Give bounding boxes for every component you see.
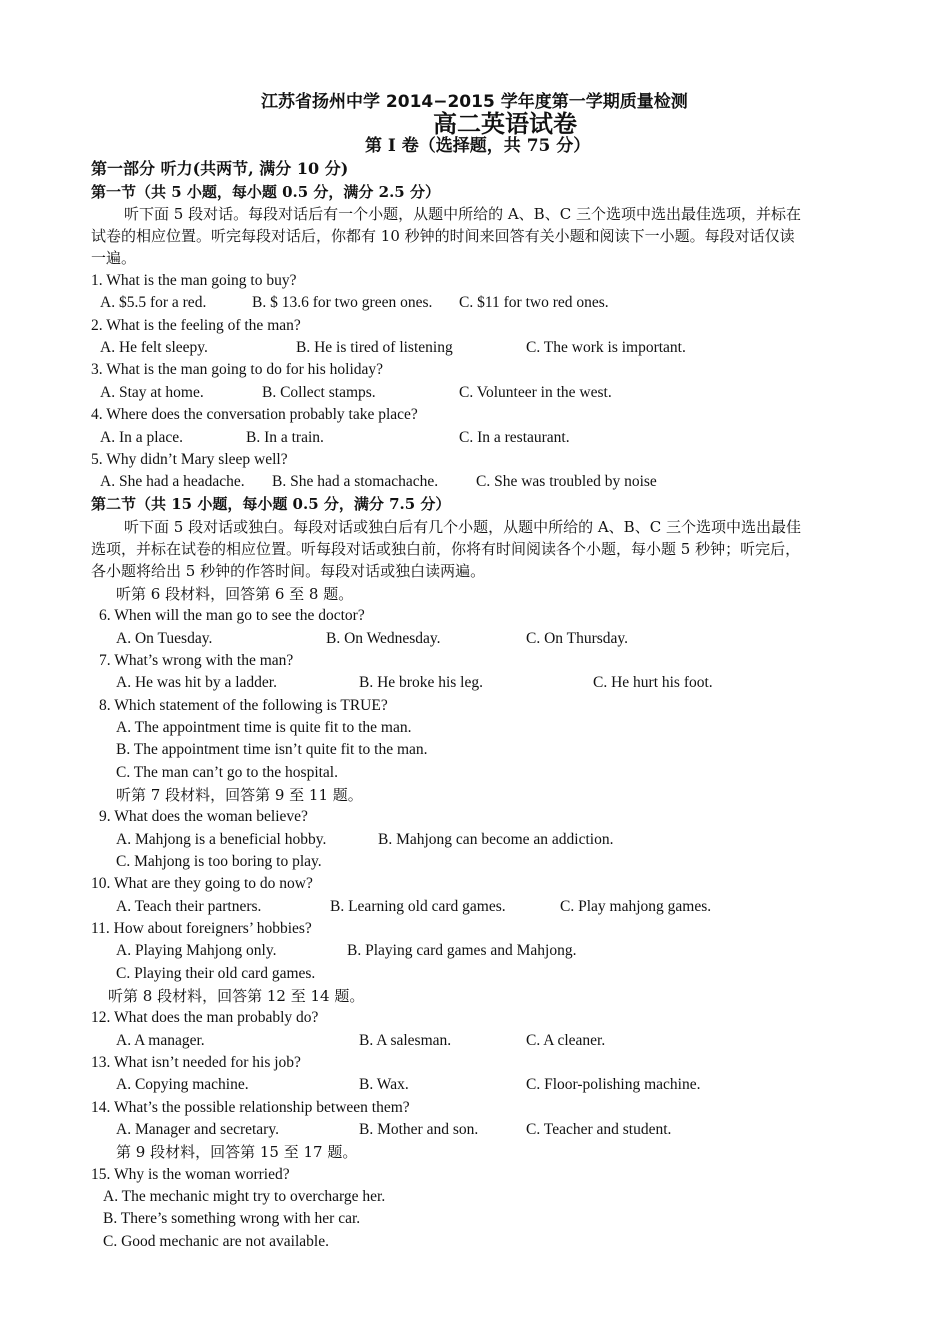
option-c: C. Floor-polishing machine. [526, 1076, 701, 1093]
option-a: A. Manager and secretary. [116, 1121, 279, 1138]
volume-heading: 第 I 卷（选择题，共 75 分） [365, 136, 591, 156]
option-b: B. The appointment time isn’t quite fit to the man. [116, 741, 428, 758]
section2-instruction-line: 选项，并标在试卷的相应位置。听每段对话或独白前，你将有时间阅读各个小题，每小题 5 秒钟；听完后， [91, 540, 801, 558]
option-b: B. Learning old card games. [330, 898, 506, 915]
option-b: B. In a train. [246, 429, 324, 446]
option-b: B. She had a stomachache. [272, 473, 439, 490]
material-note: 听第 8 段材料，回答第 12 至 14 题。 [108, 987, 365, 1005]
option-c: C. On Thursday. [526, 630, 629, 647]
option-a: A. A manager. [116, 1032, 205, 1049]
option-b: B. He broke his leg. [359, 674, 483, 691]
question-stem: 1. What is the man going to buy? [91, 272, 297, 289]
question-stem: 13. What isn’t needed for his job? [91, 1054, 301, 1071]
option-c: C. In a restaurant. [459, 429, 570, 446]
question-stem: 12. What does the man probably do? [91, 1009, 319, 1026]
option-b: B. Playing card games and Mahjong. [347, 942, 577, 959]
option-c: C. Teacher and student. [526, 1121, 672, 1138]
option-a: A. $5.5 for a red. [100, 294, 207, 311]
question-stem: 10. What are they going to do now? [91, 875, 313, 892]
option-a: A. On Tuesday. [116, 630, 213, 647]
option-a: A. The appointment time is quite fit to the man. [116, 719, 412, 736]
section2-instruction-line: 听下面 5 段对话或独白。每段对话或独白后有几个小题，从题中所给的 A、B、C 三个选项中选出最佳 [124, 518, 801, 536]
question-stem: 3. What is the man going to do for his holiday? [91, 361, 384, 378]
option-c: C. Volunteer in the west. [459, 384, 612, 401]
option-a: A. Teach their partners. [116, 898, 262, 915]
section2-heading: 第二节（共 15 小题，每小题 0.5 分，满分 7.5 分） [91, 495, 451, 513]
option-c: C. Playing their old card games. [116, 965, 316, 982]
option-b: B. $ 13.6 for two green ones. [252, 294, 433, 311]
option-b: B. There’s something wrong with her car. [103, 1210, 361, 1227]
option-c: C. A cleaner. [526, 1032, 606, 1049]
option-a: A. She had a headache. [100, 473, 245, 490]
option-a: A. He was hit by a ladder. [116, 674, 277, 691]
part1-heading: 第一部分 听力(共两节, 满分 10 分) [91, 159, 349, 178]
material-note: 第 9 段材料，回答第 15 至 17 题。 [116, 1143, 358, 1161]
question-stem: 15. Why is the woman worried? [91, 1166, 290, 1183]
section1-instruction-line: 听下面 5 段对话。每段对话后有一个小题，从题中所给的 A、B、C 三个选项中选出最佳选项，并标在 [124, 205, 801, 223]
option-c: C. The work is important. [526, 339, 686, 356]
exam-title: 高二英语试卷 [433, 110, 577, 138]
option-a: A. The mechanic might try to overcharge her. [103, 1188, 386, 1205]
option-b: B. A salesman. [359, 1032, 452, 1049]
option-a: A. Copying machine. [116, 1076, 249, 1093]
option-c: C. The man can’t go to the hospital. [116, 764, 338, 781]
option-a: A. Stay at home. [100, 384, 204, 401]
option-a: A. Playing Mahjong only. [116, 942, 277, 959]
question-stem: 4. Where does the conversation probably take place? [91, 406, 418, 423]
school-line: 江苏省扬州中学 2014−2015 学年度第一学期质量检测 [261, 92, 688, 112]
question-stem: 2. What is the feeling of the man? [91, 317, 301, 334]
option-c: C. Mahjong is too boring to play. [116, 853, 322, 870]
option-b: B. Wax. [359, 1076, 409, 1093]
option-b: B. Mahjong can become an addiction. [378, 831, 614, 848]
question-stem: 8. Which statement of the following is TRUE? [99, 697, 388, 714]
option-a: A. Mahjong is a beneficial hobby. [116, 831, 327, 848]
question-stem: 11. How about foreigners’ hobbies? [91, 920, 312, 937]
section2-instruction-line: 各小题将给出 5 秒钟的作答时间。每段对话或独白读两遍。 [91, 562, 486, 580]
question-stem: 14. What’s the possible relationship between them? [91, 1099, 410, 1116]
section1-heading: 第一节（共 5 小题，每小题 0.5 分，满分 2.5 分） [91, 183, 440, 201]
option-b: B. Collect stamps. [262, 384, 376, 401]
option-a: A. In a place. [100, 429, 184, 446]
option-c: C. $11 for two red ones. [459, 294, 609, 311]
question-stem: 6. When will the man go to see the doctor? [99, 607, 365, 624]
option-b: B. Mother and son. [359, 1121, 479, 1138]
option-c: C. He hurt his foot. [593, 674, 713, 691]
option-c: C. Play mahjong games. [560, 898, 712, 915]
option-a: A. He felt sleepy. [100, 339, 208, 356]
question-stem: 9. What does the woman believe? [99, 808, 308, 825]
option-b: B. On Wednesday. [326, 630, 441, 647]
option-c: C. Good mechanic are not available. [103, 1233, 329, 1250]
material-note: 听第 7 段材料，回答第 9 至 11 题。 [116, 786, 363, 804]
option-c: C. She was troubled by noise [476, 473, 657, 490]
material-note: 听第 6 段材料，回答第 6 至 8 题。 [116, 585, 354, 603]
question-stem: 7. What’s wrong with the man? [99, 652, 294, 669]
section1-instruction-line: 一遍。 [91, 249, 137, 267]
option-b: B. He is tired of listening [296, 339, 453, 356]
section1-instruction-line: 试卷的相应位置。听完每段对话后，你都有 10 秒钟的时间来回答有关小题和阅读下一小题。每段对话仅读 [91, 227, 795, 245]
question-stem: 5. Why didn’t Mary sleep well? [91, 451, 288, 468]
